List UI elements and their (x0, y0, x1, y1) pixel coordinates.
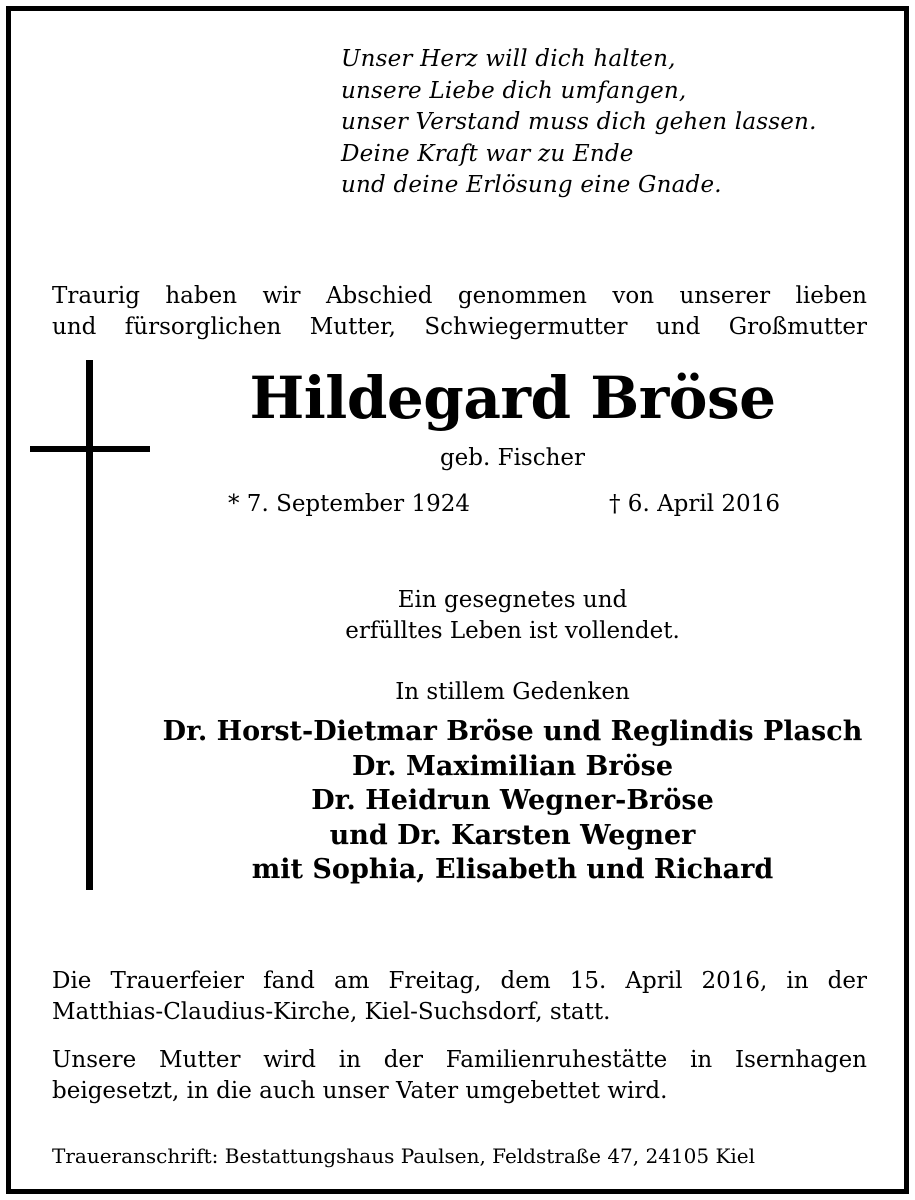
poem-line: unsere Liebe dich umfangen, (341, 77, 687, 104)
maiden-name: geb. Fischer (439, 445, 586, 471)
mourning-address: Traueranschrift: Bestattungshaus Paulsen, Feldstraße 47, 24105 Kiel (52, 1144, 756, 1168)
memory-heading: In stillem Gedenken (395, 679, 630, 705)
poem-line: unser Verstand muss dich gehen lassen. (341, 109, 817, 135)
funeral-info-line: Matthias-Claudius-Kirche, Kiel-Suchsdorf, statt. (52, 999, 611, 1025)
mourner-line: und Dr. Karsten Wegner (329, 819, 696, 851)
poem (341, 44, 817, 202)
mourner-line: Dr. Horst-Dietmar Bröse und Reglindis Plasch (162, 716, 863, 747)
funeral-info-line: Die Trauerfeier fand am Freitag, dem 15. April 2016, in der (52, 968, 867, 994)
deceased-name: Hildegard Bröse (249, 364, 776, 432)
mourner-line: mit Sophia, Elisabeth und Richard (251, 854, 774, 885)
life-quote-line: Ein gesegnetes und (397, 587, 628, 613)
life-quote-line: erfülltes Leben ist vollendet. (345, 618, 680, 644)
birth-date: * 7. September 1924 (228, 491, 470, 517)
life-quote (240, 585, 785, 647)
intro-text (52, 281, 867, 343)
burial-info-line: Unsere Mutter wird in der Familienruhestätte in Isernhagen (52, 1047, 867, 1073)
poem-line: und deine Erlösung eine Gnade. (341, 172, 722, 198)
intro-line: und fürsorglichen Mutter, Schwiegermutter und Großmutter (52, 314, 867, 340)
burial-info (52, 1045, 867, 1107)
cross-icon (86, 360, 93, 890)
cross-icon-bar (30, 446, 150, 452)
intro-line: Traurig haben wir Abschied genommen von unserer lieben (52, 283, 867, 309)
mourner-line: Dr. Heidrun Wegner-Bröse (311, 785, 714, 816)
poem-line: Unser Herz will dich halten, (341, 46, 676, 72)
mourner-line: Dr. Maximilian Bröse (352, 750, 673, 782)
burial-info-line: beigesetzt, in die auch unser Vater umgebettet wird. (52, 1078, 668, 1104)
funeral-info (52, 966, 867, 1028)
death-date: † 6. April 2016 (609, 491, 780, 517)
mourners-list (140, 715, 885, 888)
poem-line: Deine Kraft war zu Ende (341, 140, 634, 167)
